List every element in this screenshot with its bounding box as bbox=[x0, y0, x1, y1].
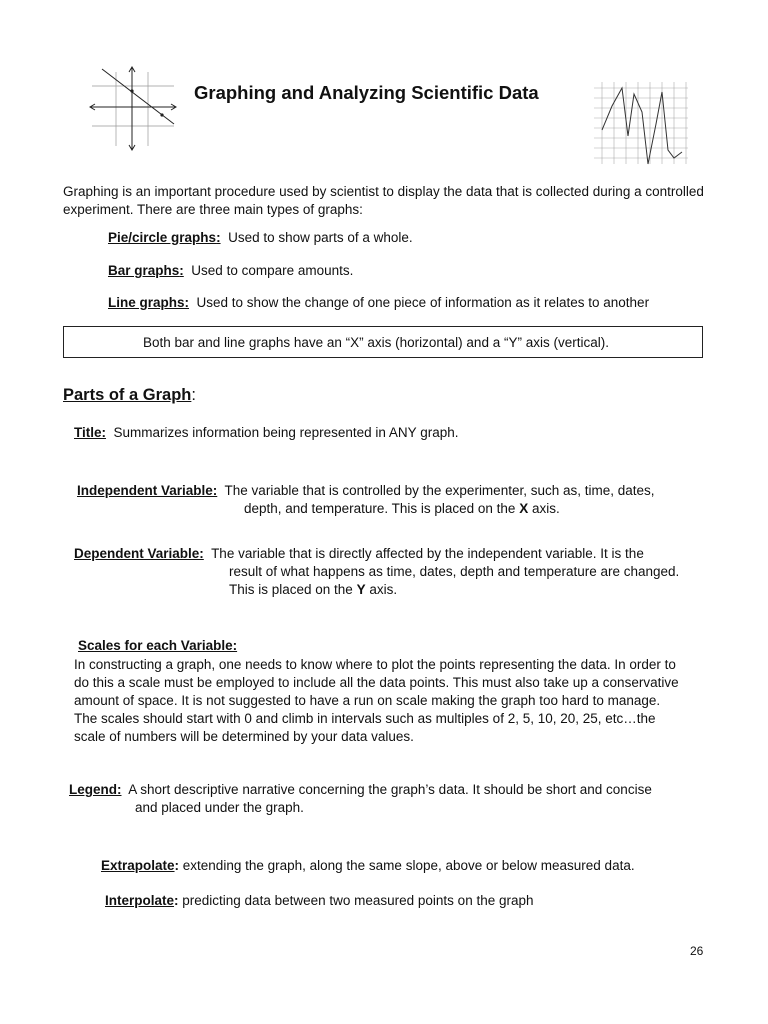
graph-type-line bbox=[108, 294, 649, 312]
scales-paragraph bbox=[74, 656, 714, 746]
independent-line-2 bbox=[244, 500, 560, 518]
dependent-axis-letter: Y bbox=[356, 582, 366, 597]
term-bar-graphs: Bar graphs bbox=[108, 263, 180, 278]
term-scales-text: Scales for each Variable: bbox=[78, 638, 238, 653]
term-colon: : bbox=[184, 295, 190, 310]
graph-type-pie bbox=[108, 229, 413, 247]
definition-extrapolate-text: extending the graph, along the same slope, above or below measured data. bbox=[179, 858, 635, 873]
dependent-line-2: result of what happens as time, dates, depth and temperature are changed. bbox=[229, 564, 680, 579]
scales-line-2: do this a scale must be employed to include all the data points. This must also take up a conservative bbox=[74, 675, 679, 690]
dependent-line-3 bbox=[229, 581, 397, 599]
definition-pie-circle-graphs: Used to show parts of a whole. bbox=[228, 230, 413, 245]
term-interpolate: Interpolate bbox=[105, 893, 175, 908]
term-line-graphs: Line graphs bbox=[108, 295, 185, 310]
scales-line-1: In constructing a graph, one needs to know where to plot the points representing the data. In order to bbox=[74, 657, 676, 672]
independent-axis-letter: X bbox=[519, 501, 529, 516]
parts-heading-colon: : bbox=[191, 386, 196, 404]
independent-line-1: The variable that is controlled by the experimenter, such as, time, dates, bbox=[224, 483, 655, 498]
coordinate-axes-with-line-icon bbox=[86, 64, 182, 154]
definition-title bbox=[74, 424, 458, 442]
definition-independent-variable bbox=[77, 482, 655, 500]
definition-extrapolate bbox=[101, 857, 635, 875]
dependent-line-3-post: axis. bbox=[365, 582, 398, 597]
axes-note-text: Both bar and line graphs have an “X” axis (horizontal) and a “Y” axis (vertical). bbox=[143, 335, 609, 350]
term-interpolate-colon: : bbox=[174, 893, 179, 908]
term-extrapolate-colon: : bbox=[174, 858, 180, 873]
term-scales bbox=[78, 637, 237, 655]
term-title: Title: bbox=[74, 425, 107, 440]
definition-line-graphs: Used to show the change of one piece of information as it relates to another bbox=[196, 295, 650, 310]
zigzag-line-graph-icon bbox=[592, 80, 690, 166]
definition-bar-graphs: Used to compare amounts. bbox=[191, 263, 354, 278]
definition-title-text: Summarizes information being represented in ANY graph. bbox=[113, 425, 459, 440]
term-colon: : bbox=[216, 230, 221, 245]
parts-heading-text: Parts of a Graph bbox=[63, 386, 192, 404]
page-title: Graphing and Analyzing Scientific Data bbox=[194, 82, 539, 103]
term-colon: : bbox=[179, 263, 184, 278]
scales-line-5: scale of numbers will be determined by your data values. bbox=[74, 729, 414, 744]
scales-line-4: The scales should start with 0 and climb in intervals such as multiples of 2, 5, 10, 20, 25, etc…the bbox=[74, 711, 656, 726]
definition-legend bbox=[69, 781, 652, 799]
legend-line-1: A short descriptive narrative concerning the graph’s data. It should be short and concise bbox=[128, 782, 652, 797]
term-pie-circle-graphs: Pie/circle graphs bbox=[108, 230, 217, 245]
legend-line-2: and placed under the graph. bbox=[135, 800, 304, 815]
term-dependent-variable: Dependent Variable: bbox=[74, 546, 204, 561]
definition-interpolate bbox=[105, 892, 534, 910]
definition-dependent-variable bbox=[74, 545, 644, 563]
graph-type-bar bbox=[108, 262, 353, 280]
parts-of-graph-heading bbox=[63, 386, 196, 405]
definition-interpolate-text: predicting data between two measured points on the graph bbox=[178, 893, 534, 908]
independent-line-2-pre: depth, and temperature. This is placed on the bbox=[244, 501, 520, 516]
page-number: 26 bbox=[690, 944, 704, 958]
term-extrapolate: Extrapolate bbox=[101, 858, 175, 873]
dependent-line-3-pre: This is placed on the bbox=[229, 582, 357, 597]
scales-line-3: amount of space. It is not suggested to have a run on scale making the graph too hard to manage. bbox=[74, 693, 661, 708]
intro-paragraph: Graphing is an important procedure used by scientist to display the data that is collected during a controlled experiment. There are three main types of graphs: bbox=[63, 184, 704, 217]
independent-line-2-post: axis. bbox=[528, 501, 560, 516]
term-legend: Legend: bbox=[69, 782, 122, 797]
term-independent-variable: Independent Variable: bbox=[77, 483, 218, 498]
dependent-line-1: The variable that is directly affected by the independent variable. It is the bbox=[211, 546, 644, 561]
axes-note-box bbox=[63, 326, 703, 358]
